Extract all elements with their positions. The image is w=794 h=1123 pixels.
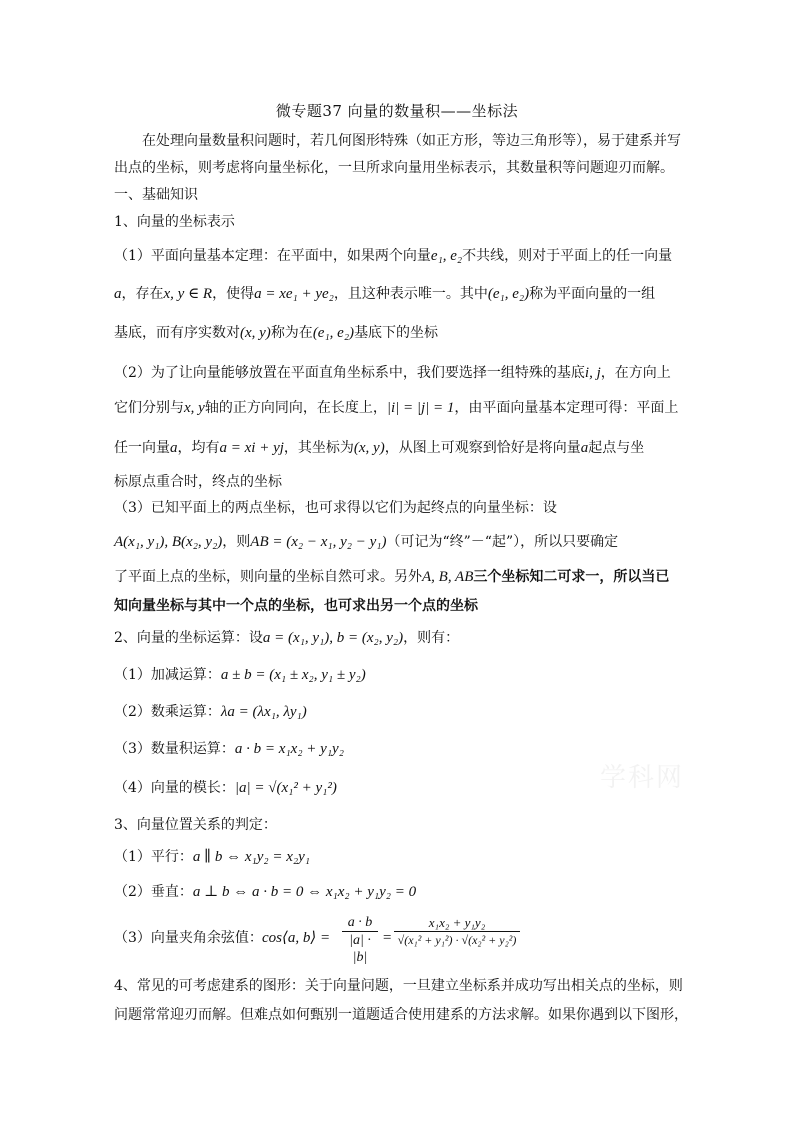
- op-scalar-mult: （2）数乘运算：λa = (λx₁, λy₁): [114, 704, 307, 720]
- cos-label: （3）向量夹角余弦值：: [114, 930, 263, 946]
- p3-line-1: （3）已知平面上的两点坐标，也可求得以它们为起终点的向量坐标：设: [114, 500, 557, 516]
- cos-lhs: cos⟨a, b⟩ =: [262, 930, 331, 946]
- p1-line-2: a，存在x, y ∈ R，使得a = xe₁ + ye₂，且这种表示唯一。其中(e₁, e₂)称为平面向量的一组: [114, 286, 656, 302]
- section-heading: 一、基础知识: [114, 187, 198, 203]
- p2-line-3: 任一向量a，均有a = xi + yj，其坐标为(x, y)，从图上可观察到恰好是将向量a起点与坐: [114, 440, 645, 456]
- cos-fraction-2: x₁x₂ + y₁y₂ √(x₁² + y₁²) · √(x₂² + y₂²): [394, 914, 520, 949]
- h4-line-1: 4、常见的可考虑建系的图形：关于向量问题，一旦建立坐标系并成功写出相关点的坐标，则: [114, 978, 683, 994]
- h4-line-2: 问题常常迎刃而解。但难点如何甄别一道题适合使用建系的方法求解。如果你遇到以下图形，: [114, 1007, 688, 1023]
- op-dot-product: （3）数量积运算：a · b = x₁x₂ + y₁y₂: [114, 741, 344, 757]
- watermark: 学科网: [600, 763, 685, 793]
- p1-basis-vectors: e₁, e₂: [430, 248, 463, 264]
- p1-line-3: 基底，而有序实数对(x, y)称为在(e₁, e₂)基底下的坐标: [114, 325, 439, 341]
- intro-line-1: 在处理向量数量积问题时，若几何图形特殊（如正方形，等边三角形等），易于建系并写: [142, 133, 681, 149]
- p3-line-3: 了平面上点的坐标，则向量的坐标自然可求。另外A, B, AB三个坐标知二可求一，所以当已: [114, 569, 670, 585]
- rel-parallel: （1）平行：a ∥ b ⇔ x₁y₂ = x₂y₁: [114, 849, 310, 865]
- p3-line-2: A(x₁, y₁), B(x₂, y₂)，则AB = (x₂ − x₁, y₂ − y₁)（可记为“终”－“起”），所以只要确定: [114, 534, 619, 550]
- op-magnitude: （4）向量的模长：|a| = √(x₁² + y₁²): [114, 780, 337, 796]
- rel-perpendicular: （2）垂直：a ⊥ b ⇔ a · b = 0 ⇔ x₁x₂ + y₁y₂ = 0: [114, 884, 417, 900]
- heading-3: 3、向量位置关系的判定：: [114, 817, 277, 833]
- heading-2: 2、向量的坐标运算：设a = (x₁, y₁), b = (x₂, y₂)，则有：: [114, 630, 460, 646]
- cos-fraction-1: a · b |a| · |b|: [342, 914, 378, 966]
- intro-line-2: 出点的坐标，则考虑将向量坐标化，一旦所求向量用坐标表示，其数量积等问题迎刃而解。: [114, 160, 674, 176]
- page-title: 微专题37 向量的数量积——坐标法: [275, 102, 519, 120]
- p2-line-4: 标原点重合时，终点的坐标: [114, 474, 282, 490]
- p3-line-4: 知向量坐标与其中一个点的坐标，也可求出另一个点的坐标: [114, 598, 478, 614]
- p2-line-2: 它们分别与x, y轴的正方向同向，在长度上，|i| = |j| = 1，由平面向量基本定理可得：平面上: [114, 400, 679, 416]
- op-add-sub: （1）加减运算：a ± b = (x₁ ± x₂, y₁ ± y₂): [114, 667, 366, 683]
- cos-equals: =: [382, 930, 393, 946]
- p2-line-1: （2）为了让向量能够放置在平面直角坐标系中，我们要选择一组特殊的基底i, j，在方向上: [114, 365, 671, 381]
- p1-line-1: （1）平面向量基本定理：在平面中，如果两个向量e₁, e₂不共线，则对于平面上的任一向量: [114, 248, 673, 264]
- heading-1: 1、向量的坐标表示: [114, 214, 235, 230]
